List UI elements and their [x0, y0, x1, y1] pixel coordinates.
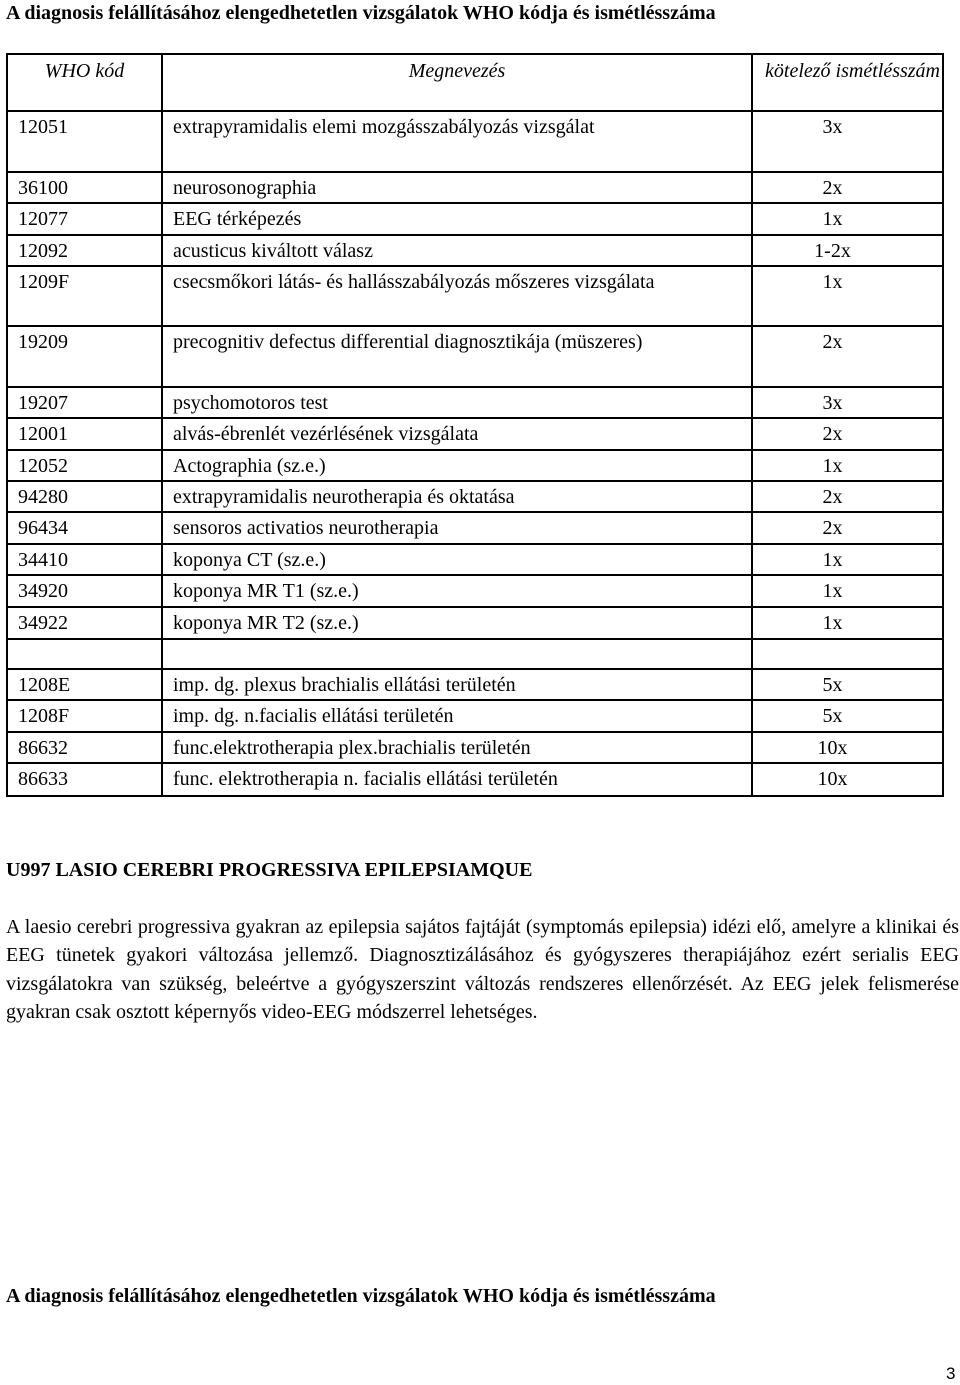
row-count: 5x — [752, 669, 943, 700]
row-code: 12051 — [7, 111, 162, 172]
row-code: 1209F — [7, 266, 162, 326]
table-row — [7, 172, 943, 203]
table-row — [7, 639, 943, 669]
row-code: 34920 — [7, 575, 162, 607]
table-row — [7, 203, 943, 235]
row-count: 1x — [752, 266, 943, 326]
row-count: 1x — [752, 575, 943, 607]
table-row — [7, 575, 943, 607]
table-row — [7, 450, 943, 481]
row-name: alvás-ébrenlét vezérlésének vizsgálata — [162, 418, 752, 450]
row-code — [7, 639, 162, 669]
row-code: 34922 — [7, 607, 162, 639]
row-code: 19209 — [7, 326, 162, 387]
row-name: EEG térképezés — [162, 203, 752, 235]
column-header-name: Megnevezés — [162, 54, 752, 111]
row-count: 1x — [752, 450, 943, 481]
row-count: 1-2x — [752, 235, 943, 266]
row-code: 12077 — [7, 203, 162, 235]
table-row — [7, 235, 943, 266]
row-count: 2x — [752, 418, 943, 450]
row-name: neurosonographia — [162, 172, 752, 203]
table-row — [7, 763, 943, 796]
who-code-table — [6, 53, 944, 797]
table-row — [7, 669, 943, 700]
row-name: Actographia (sz.e.) — [162, 450, 752, 481]
row-code: 86633 — [7, 763, 162, 796]
table-body — [7, 111, 943, 796]
row-name: extrapyramidalis elemi mozgásszabályozás vizsgálat — [162, 111, 752, 172]
row-code: 36100 — [7, 172, 162, 203]
table-row — [7, 111, 943, 172]
table-row — [7, 387, 943, 418]
table-row — [7, 607, 943, 639]
row-name: csecsmőkori látás- és hallásszabályozás mőszeres vizsgálata — [162, 266, 752, 326]
row-name: precognitiv defectus differential diagnosztikája (müszeres) — [162, 326, 752, 387]
row-name: imp. dg. n.facialis ellátási területén — [162, 700, 752, 732]
table-row — [7, 512, 943, 544]
row-name: func.elektrotherapia plex.brachialis területén — [162, 732, 752, 763]
row-name — [162, 639, 752, 669]
row-name: func. elektrotherapia n. facialis ellátási területén — [162, 763, 752, 796]
row-count: 3x — [752, 387, 943, 418]
row-name: koponya MR T1 (sz.e.) — [162, 575, 752, 607]
row-code: 1208E — [7, 669, 162, 700]
row-count: 2x — [752, 172, 943, 203]
row-count: 1x — [752, 607, 943, 639]
row-name: sensoros activatios neurotherapia — [162, 512, 752, 544]
row-code: 12052 — [7, 450, 162, 481]
table-row — [7, 700, 943, 732]
row-count — [752, 639, 943, 669]
document-heading: A diagnosis felállításához elengedhetetlen vizsgálatok WHO kódja és ismétlésszáma — [6, 2, 716, 24]
table-header-row — [7, 54, 943, 111]
row-code: 19207 — [7, 387, 162, 418]
row-code: 34410 — [7, 544, 162, 575]
table-row — [7, 266, 943, 326]
row-count: 1x — [752, 203, 943, 235]
table-row — [7, 326, 943, 387]
row-name: extrapyramidalis neurotherapia és oktatása — [162, 481, 752, 512]
row-count: 5x — [752, 700, 943, 732]
row-code: 86632 — [7, 732, 162, 763]
row-name: acusticus kiváltott válasz — [162, 235, 752, 266]
row-count: 10x — [752, 763, 943, 796]
column-header-count: kötelező ismétlésszám — [752, 54, 943, 111]
page-number: 3 — [946, 1364, 956, 1383]
row-code: 96434 — [7, 512, 162, 544]
row-code: 1208F — [7, 700, 162, 732]
section-paragraph: A laesio cerebri progressiva gyakran az epilepsia sajátos fajtáját (symptomás epilepsia) idézi elő, amelyre a klinikai és EEG tünetek gyakori változása jellemző. Diagnosztizálásához és gyógyszeres therapiájához ezért serialis EEG vizsgálatokra van szükség, beleértve a gyógyszerszint változás rendszeres ellenőrzését. Az EEG jelek felismerése gyakran csak osztott képernyős video-EEG módszerrel lehetséges. — [6, 916, 959, 1023]
column-header-code: WHO kód — [7, 54, 162, 111]
row-count: 2x — [752, 326, 943, 387]
row-name: imp. dg. plexus brachialis ellátási területén — [162, 669, 752, 700]
row-name: koponya MR T2 (sz.e.) — [162, 607, 752, 639]
footer-heading: A diagnosis felállításához elengedhetetlen vizsgálatok WHO kódja és ismétlésszáma — [6, 1285, 716, 1307]
table-row — [7, 481, 943, 512]
row-code: 12092 — [7, 235, 162, 266]
table-row — [7, 732, 943, 763]
row-count: 3x — [752, 111, 943, 172]
row-code: 94280 — [7, 481, 162, 512]
row-code: 12001 — [7, 418, 162, 450]
row-name: psychomotoros test — [162, 387, 752, 418]
table-row — [7, 418, 943, 450]
row-count: 1x — [752, 544, 943, 575]
row-count: 2x — [752, 512, 943, 544]
row-count: 10x — [752, 732, 943, 763]
section-title: U997 LASIO CEREBRI PROGRESSIVA EPILEPSIAMQUE — [6, 859, 533, 881]
table-row — [7, 544, 943, 575]
row-count: 2x — [752, 481, 943, 512]
row-name: koponya CT (sz.e.) — [162, 544, 752, 575]
